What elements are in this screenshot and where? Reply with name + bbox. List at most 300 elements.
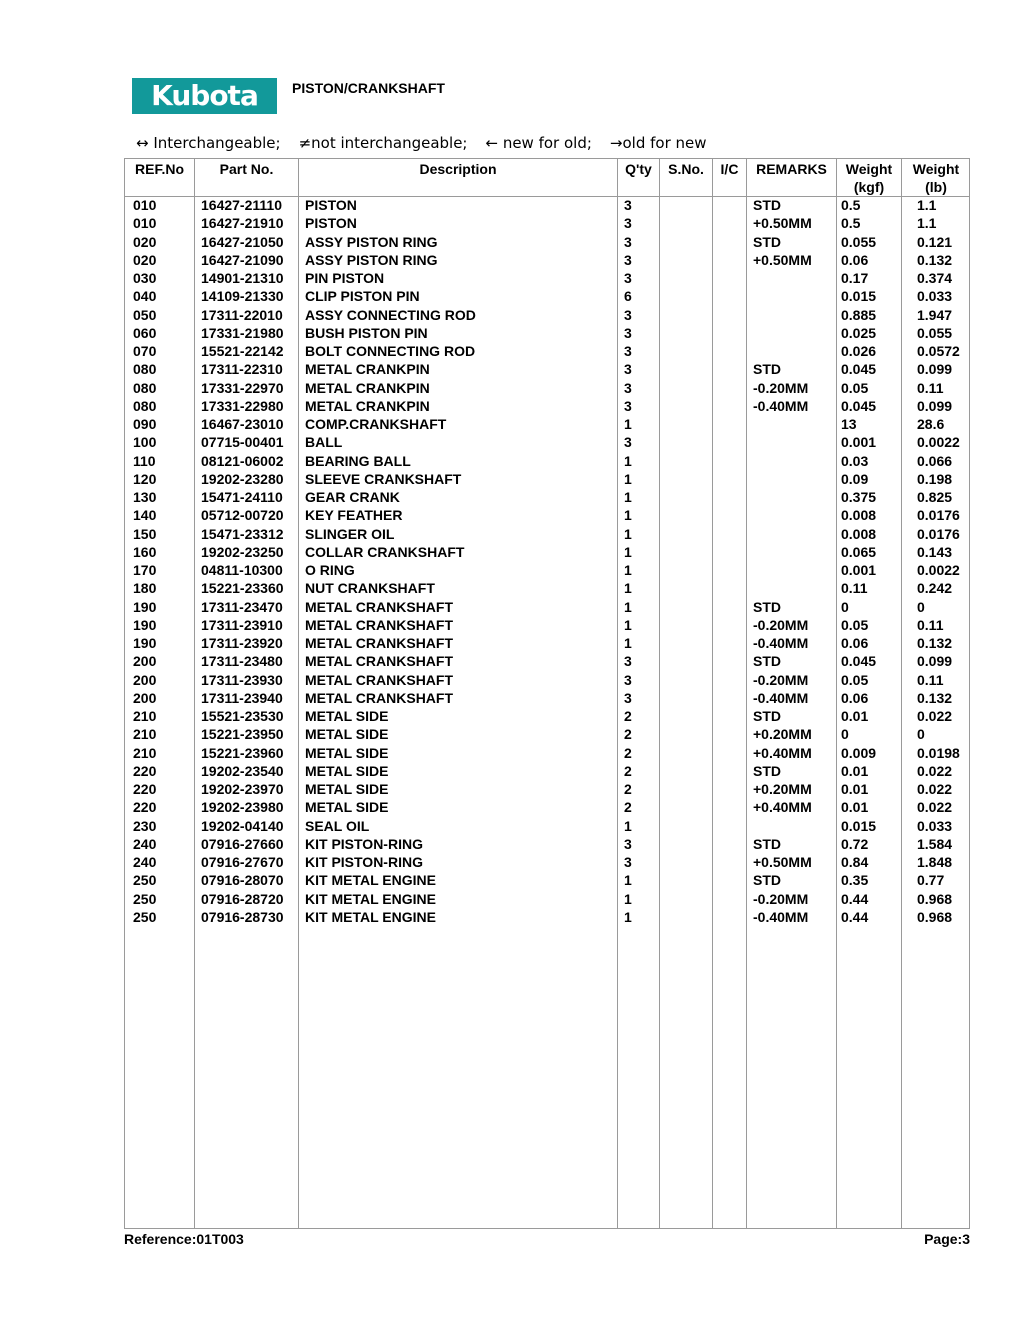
table-row — [125, 543, 969, 561]
col-header-weight-lb — [902, 160, 970, 196]
weight-lb-cell: 1.848 — [917, 854, 953, 870]
weight-kgf-cell: 0.045 — [841, 653, 877, 670]
qty-cell: 1 — [624, 635, 632, 651]
ref-no-cell: 150 — [133, 525, 157, 542]
description-cell: METAL CRANKPIN — [305, 397, 430, 414]
interchangeability-legend — [136, 134, 707, 152]
table-row — [125, 817, 969, 835]
ref-no-cell: 240 — [133, 854, 157, 870]
weight-lb-cell: 0.033 — [917, 288, 953, 305]
qty-cell: 3 — [624, 215, 632, 232]
weight-lb-cell: 0.968 — [917, 908, 953, 925]
part-no-cell: 14901-21310 — [201, 270, 284, 286]
weight-kgf-cell: 0.01 — [841, 799, 869, 816]
weight-lb-cell: 0.11 — [917, 616, 944, 633]
part-no-cell: 07715-00401 — [201, 434, 284, 451]
table-row — [125, 488, 969, 506]
qty-cell: 3 — [624, 306, 632, 323]
part-no-cell: 07916-28720 — [201, 890, 284, 907]
reference-label: Reference:01T003 — [124, 1231, 244, 1247]
ref-no-cell: 220 — [133, 781, 157, 797]
description-cell: SLEEVE CRANKSHAFT — [305, 470, 462, 487]
weight-lb-cell: 1.947 — [917, 306, 953, 323]
weight-lb-cell: 0.132 — [917, 689, 953, 706]
qty-cell: 2 — [624, 744, 632, 761]
qty-cell: 1 — [624, 543, 632, 560]
description-cell: METAL CRANKPIN — [305, 379, 430, 396]
part-no-cell: 07916-27670 — [201, 854, 284, 870]
table-row — [125, 725, 969, 743]
weight-lb-cell: 28.6 — [917, 416, 945, 432]
part-no-cell: 17311-23920 — [201, 635, 283, 651]
weight-lb-cell: 0.0572 — [917, 343, 960, 359]
description-cell: BUSH PISTON PIN — [305, 324, 428, 341]
ref-no-cell: 060 — [133, 324, 157, 341]
qty-cell: 3 — [624, 343, 632, 359]
part-no-cell: 08121-06002 — [201, 452, 284, 469]
weight-kgf-cell: 0.44 — [841, 908, 869, 925]
weight-kgf-cell: 0.5 — [841, 197, 861, 213]
weight-kgf-cell: 0 — [841, 598, 849, 615]
description-cell: KIT PISTON-RING — [305, 854, 423, 870]
ref-no-cell: 230 — [133, 817, 157, 834]
description-cell: COLLAR CRANKSHAFT — [305, 543, 465, 560]
remarks-cell: -0.40MM — [753, 908, 809, 925]
qty-cell: 3 — [624, 379, 632, 396]
remarks-cell: STD — [753, 598, 781, 615]
weight-kgf-cell: 0.17 — [841, 270, 869, 286]
description-cell: METAL CRANKSHAFT — [305, 616, 454, 633]
weight-lb-cell: 0.022 — [917, 799, 953, 816]
col-header-remarks: REMARKS — [756, 161, 827, 177]
table-row — [125, 287, 969, 305]
qty-cell: 3 — [624, 251, 632, 268]
ref-no-cell: 080 — [133, 379, 157, 396]
weight-kgf-cell: 0.72 — [841, 835, 869, 852]
description-cell: CLIP PISTON PIN — [305, 288, 420, 305]
table-row — [125, 379, 969, 397]
description-cell: ASSY PISTON RING — [305, 233, 438, 250]
qty-cell: 1 — [624, 416, 632, 432]
ref-no-cell: 020 — [133, 233, 157, 250]
part-no-cell: 07916-27660 — [201, 835, 284, 852]
weight-lb-cell: 0.132 — [917, 251, 953, 268]
remarks-cell: +0.50MM — [753, 251, 812, 268]
weight-kgf-cell: 0.015 — [841, 288, 877, 305]
legend-interchangeable: ↔ Interchangeable; — [136, 134, 281, 152]
weight-kgf-cell: 0.05 — [841, 616, 869, 633]
ref-no-cell: 120 — [133, 470, 157, 487]
weight-kgf-cell: 0.008 — [841, 525, 877, 542]
ref-no-cell: 210 — [133, 708, 157, 724]
weight-kgf-cell: 0.001 — [841, 434, 877, 451]
ref-no-cell: 140 — [133, 507, 157, 524]
remarks-cell: +0.40MM — [753, 799, 812, 816]
table-row — [125, 908, 969, 926]
table-row — [125, 835, 969, 853]
weight-lb-cell: 0.143 — [917, 543, 953, 560]
col-header-qty: Q'ty — [625, 161, 652, 177]
ref-no-cell: 030 — [133, 270, 157, 286]
weight-lb-cell: 0.022 — [917, 762, 953, 779]
ref-no-cell: 250 — [133, 872, 157, 889]
remarks-cell: STD — [753, 835, 781, 852]
ref-no-cell: 160 — [133, 543, 157, 560]
weight-lb-cell: 0.022 — [917, 781, 953, 797]
col-header-part-no: Part No. — [219, 161, 274, 177]
description-cell: METAL SIDE — [305, 708, 389, 724]
qty-cell: 3 — [624, 324, 632, 341]
qty-cell: 1 — [624, 525, 632, 542]
weight-kgf-cell: 0.44 — [841, 890, 869, 907]
remarks-cell: -0.20MM — [753, 890, 809, 907]
table-body — [125, 196, 969, 926]
ref-no-cell: 010 — [133, 215, 157, 232]
description-cell: METAL SIDE — [305, 781, 389, 797]
qty-cell: 3 — [624, 671, 632, 688]
table-row — [125, 251, 969, 269]
table-row — [125, 506, 969, 524]
ref-no-cell: 190 — [133, 598, 157, 615]
description-cell: METAL CRANKSHAFT — [305, 689, 454, 706]
part-no-cell: 17331-22970 — [201, 379, 284, 396]
weight-lb-cell: 0.198 — [917, 470, 953, 487]
ref-no-cell: 090 — [133, 416, 157, 432]
part-no-cell: 05712-00720 — [201, 507, 284, 524]
qty-cell: 2 — [624, 762, 632, 779]
col-header-description: Description — [419, 161, 497, 177]
table-row — [125, 415, 969, 433]
part-no-cell: 07916-28070 — [201, 872, 284, 889]
description-cell: METAL SIDE — [305, 744, 389, 761]
weight-lb-cell: 0.0176 — [917, 507, 960, 524]
weight-kgf-cell: 0 — [841, 726, 849, 743]
remarks-cell: STD — [753, 361, 781, 378]
description-cell: SEAL OIL — [305, 817, 370, 834]
description-cell: METAL CRANKSHAFT — [305, 598, 454, 615]
table-row — [125, 306, 969, 324]
part-no-cell: 17331-21980 — [201, 324, 284, 341]
description-cell: KIT PISTON-RING — [305, 835, 423, 852]
table-row — [125, 762, 969, 780]
description-cell: BALL — [305, 434, 343, 451]
description-cell: GEAR CRANK — [305, 489, 400, 505]
table-row — [125, 780, 969, 798]
table-row — [125, 707, 969, 725]
description-cell: ASSY PISTON RING — [305, 251, 438, 268]
table-row — [125, 360, 969, 378]
weight-kgf-cell: 0.009 — [841, 744, 877, 761]
description-cell: METAL CRANKSHAFT — [305, 671, 454, 688]
description-cell: COMP.CRANKSHAFT — [305, 416, 447, 432]
page-title: PISTON/CRANKSHAFT — [292, 80, 445, 96]
table-row — [125, 561, 969, 579]
table-row — [125, 671, 969, 689]
weight-lb-cell: 0.825 — [917, 489, 953, 505]
qty-cell: 3 — [624, 653, 632, 670]
weight-lb-cell: 0.77 — [917, 872, 945, 889]
table-row — [125, 652, 969, 670]
weight-lb-cell: 0.099 — [917, 397, 953, 414]
part-no-cell: 15471-23312 — [201, 525, 284, 542]
part-no-cell: 19202-04140 — [201, 817, 284, 834]
description-cell: PISTON — [305, 215, 357, 232]
weight-lb-cell: 0.242 — [917, 580, 953, 597]
table-row — [125, 853, 969, 871]
weight-lb-cell: 0.0022 — [917, 562, 960, 578]
ref-no-cell: 250 — [133, 908, 157, 925]
qty-cell: 3 — [624, 434, 632, 451]
weight-kgf-cell: 0.84 — [841, 854, 869, 870]
table-row — [125, 689, 969, 707]
parts-table — [124, 158, 970, 1229]
part-no-cell: 19202-23970 — [201, 781, 284, 797]
weight-kgf-cell: 0.015 — [841, 817, 877, 834]
col-header-ref-no: REF.No — [135, 161, 184, 177]
col-header-weight-kgf — [837, 160, 901, 196]
description-cell: METAL CRANKSHAFT — [305, 635, 454, 651]
ref-no-cell: 020 — [133, 251, 157, 268]
qty-cell: 3 — [624, 397, 632, 414]
part-no-cell: 17311-23470 — [201, 598, 283, 615]
description-cell: METAL SIDE — [305, 726, 389, 743]
ref-no-cell: 080 — [133, 397, 157, 414]
page-number: Page:3 — [924, 1231, 970, 1247]
part-no-cell: 16427-21110 — [201, 197, 282, 213]
col-header-serial-no: S.No. — [668, 161, 704, 177]
description-cell: ASSY CONNECTING ROD — [305, 306, 476, 323]
part-no-cell: 17311-23930 — [201, 671, 283, 688]
ref-no-cell: 050 — [133, 306, 157, 323]
description-cell: PISTON — [305, 197, 357, 213]
description-cell: METAL CRANKSHAFT — [305, 653, 454, 670]
weight-lb-cell: 0.033 — [917, 817, 953, 834]
ref-no-cell: 170 — [133, 562, 157, 578]
remarks-cell: STD — [753, 233, 781, 250]
qty-cell: 1 — [624, 562, 632, 578]
table-row — [125, 579, 969, 597]
part-no-cell: 16467-23010 — [201, 416, 284, 432]
col-header-ic: I/C — [720, 161, 739, 177]
weight-kgf-cell: 0.06 — [841, 689, 869, 706]
qty-cell: 2 — [624, 726, 632, 743]
part-no-cell: 07916-28730 — [201, 908, 284, 925]
ref-no-cell: 240 — [133, 835, 157, 852]
qty-cell: 2 — [624, 799, 632, 816]
part-no-cell: 15221-23950 — [201, 726, 284, 743]
remarks-cell: STD — [753, 762, 781, 779]
weight-lb-line2: (lb) — [925, 179, 947, 195]
part-no-cell: 17311-23910 — [201, 616, 283, 633]
part-no-cell: 15471-24110 — [201, 489, 283, 505]
qty-cell: 3 — [624, 233, 632, 250]
weight-lb-cell: 0.055 — [917, 324, 953, 341]
part-no-cell: 16427-21050 — [201, 233, 284, 250]
part-no-cell: 15521-23530 — [201, 708, 284, 724]
remarks-cell: +0.50MM — [753, 854, 812, 870]
kubota-logo — [132, 78, 277, 114]
remarks-cell: STD — [753, 197, 781, 213]
table-row — [125, 214, 969, 232]
remarks-cell: -0.20MM — [753, 616, 809, 633]
weight-kgf-cell: 0.065 — [841, 543, 877, 560]
weight-kgf-cell: 0.05 — [841, 379, 869, 396]
ref-no-cell: 220 — [133, 799, 157, 816]
qty-cell: 1 — [624, 507, 632, 524]
weight-kgf-cell: 0.35 — [841, 872, 869, 889]
qty-cell: 6 — [624, 288, 632, 305]
ref-no-cell: 250 — [133, 890, 157, 907]
weight-lb-line1: Weight — [912, 161, 960, 177]
part-no-cell: 15221-23360 — [201, 580, 284, 597]
weight-lb-cell: 0.121 — [917, 233, 953, 250]
weight-kgf-cell: 0.11 — [841, 580, 868, 597]
weight-kgf-cell: 0.06 — [841, 251, 869, 268]
qty-cell: 3 — [624, 270, 632, 286]
description-cell: SLINGER OIL — [305, 525, 395, 542]
weight-lb-cell: 0.11 — [917, 671, 944, 688]
table-row — [125, 871, 969, 889]
remarks-cell: -0.20MM — [753, 379, 809, 396]
table-row — [125, 269, 969, 287]
table-row — [125, 598, 969, 616]
weight-kgf-line2: (kgf) — [853, 179, 885, 195]
ref-no-cell: 190 — [133, 635, 157, 651]
weight-lb-cell: 0.0176 — [917, 525, 960, 542]
table-row — [125, 324, 969, 342]
remarks-cell: -0.40MM — [753, 397, 809, 414]
description-cell: KIT METAL ENGINE — [305, 908, 436, 925]
weight-kgf-cell: 0.05 — [841, 671, 869, 688]
remarks-cell: -0.40MM — [753, 635, 809, 651]
qty-cell: 1 — [624, 452, 632, 469]
weight-lb-cell: 0.099 — [917, 361, 953, 378]
table-row — [125, 616, 969, 634]
ref-no-cell: 080 — [133, 361, 157, 378]
part-no-cell: 15221-23960 — [201, 744, 284, 761]
qty-cell: 1 — [624, 580, 632, 597]
legend-not-interchangeable: ≠not interchangeable; — [298, 134, 468, 152]
part-no-cell: 17311-23480 — [201, 653, 283, 670]
weight-lb-cell: 1.584 — [917, 835, 953, 852]
weight-kgf-cell: 0.01 — [841, 708, 869, 724]
description-cell: PIN PISTON — [305, 270, 385, 286]
ref-no-cell: 220 — [133, 762, 157, 779]
qty-cell: 1 — [624, 817, 632, 834]
table-row — [125, 525, 969, 543]
remarks-cell: STD — [753, 708, 781, 724]
legend-new-for-old: ← new for old; — [485, 134, 592, 152]
weight-kgf-cell: 0.01 — [841, 781, 869, 797]
part-no-cell: 19202-23250 — [201, 543, 284, 560]
weight-lb-cell: 0.0198 — [917, 744, 960, 761]
qty-cell: 3 — [624, 361, 632, 378]
description-cell: KIT METAL ENGINE — [305, 890, 436, 907]
ref-no-cell: 130 — [133, 489, 157, 505]
description-cell: BEARING BALL — [305, 452, 411, 469]
weight-lb-cell: 0.374 — [917, 270, 953, 286]
part-no-cell: 19202-23980 — [201, 799, 284, 816]
weight-lb-cell: 0.11 — [917, 379, 944, 396]
qty-cell: 2 — [624, 781, 632, 797]
qty-cell: 1 — [624, 489, 632, 505]
ref-no-cell: 200 — [133, 689, 157, 706]
weight-kgf-cell: 0.008 — [841, 507, 877, 524]
description-cell: BOLT CONNECTING ROD — [305, 343, 476, 359]
description-cell: KIT METAL ENGINE — [305, 872, 436, 889]
weight-kgf-line1: Weight — [845, 161, 893, 177]
part-no-cell: 19202-23540 — [201, 762, 284, 779]
weight-kgf-cell: 0.03 — [841, 452, 869, 469]
description-cell: METAL SIDE — [305, 762, 389, 779]
weight-lb-cell: 1.1 — [917, 197, 937, 213]
qty-cell: 1 — [624, 908, 632, 925]
table-row — [125, 433, 969, 451]
ref-no-cell: 040 — [133, 288, 157, 305]
ref-no-cell: 190 — [133, 616, 157, 633]
ref-no-cell: 070 — [133, 343, 157, 359]
remarks-cell: +0.20MM — [753, 726, 812, 743]
qty-cell: 1 — [624, 470, 632, 487]
part-no-cell: 04811-10300 — [201, 562, 283, 578]
logo-text: Kubota — [151, 79, 258, 112]
qty-cell: 1 — [624, 598, 632, 615]
weight-lb-cell: 0.132 — [917, 635, 953, 651]
part-no-cell: 17311-23940 — [201, 689, 283, 706]
part-no-cell: 16427-21090 — [201, 251, 284, 268]
weight-lb-cell: 0.066 — [917, 452, 953, 469]
part-no-cell: 17311-22310 — [201, 361, 283, 378]
table-row — [125, 397, 969, 415]
weight-kgf-cell: 0.06 — [841, 635, 869, 651]
ref-no-cell: 210 — [133, 744, 157, 761]
table-row — [125, 744, 969, 762]
table-row — [125, 890, 969, 908]
ref-no-cell: 200 — [133, 671, 157, 688]
qty-cell: 1 — [624, 890, 632, 907]
weight-kgf-cell: 0.885 — [841, 306, 877, 323]
remarks-cell: +0.20MM — [753, 781, 812, 797]
part-no-cell: 15521-22142 — [201, 343, 284, 359]
qty-cell: 2 — [624, 708, 632, 724]
table-row — [125, 634, 969, 652]
remarks-cell: STD — [753, 653, 781, 670]
part-no-cell: 19202-23280 — [201, 470, 284, 487]
weight-lb-cell: 0 — [917, 598, 925, 615]
table-row — [125, 470, 969, 488]
weight-lb-cell: 0.0022 — [917, 434, 960, 451]
ref-no-cell: 210 — [133, 726, 157, 743]
qty-cell: 3 — [624, 835, 632, 852]
table-row — [125, 798, 969, 816]
ref-no-cell: 200 — [133, 653, 157, 670]
weight-kgf-cell: 0.375 — [841, 489, 877, 505]
ref-no-cell: 180 — [133, 580, 157, 597]
part-no-cell: 17331-22980 — [201, 397, 284, 414]
table-row — [125, 342, 969, 360]
weight-kgf-cell: 0.09 — [841, 470, 869, 487]
weight-kgf-cell: 0.055 — [841, 233, 877, 250]
ref-no-cell: 010 — [133, 197, 157, 213]
remarks-cell: STD — [753, 872, 781, 889]
weight-kgf-cell: 0.026 — [841, 343, 877, 359]
weight-lb-cell: 0.968 — [917, 890, 953, 907]
remarks-cell: -0.40MM — [753, 689, 809, 706]
qty-cell: 3 — [624, 689, 632, 706]
part-no-cell: 14109-21330 — [201, 288, 284, 305]
description-cell: KEY FEATHER — [305, 507, 403, 524]
description-cell: METAL SIDE — [305, 799, 389, 816]
